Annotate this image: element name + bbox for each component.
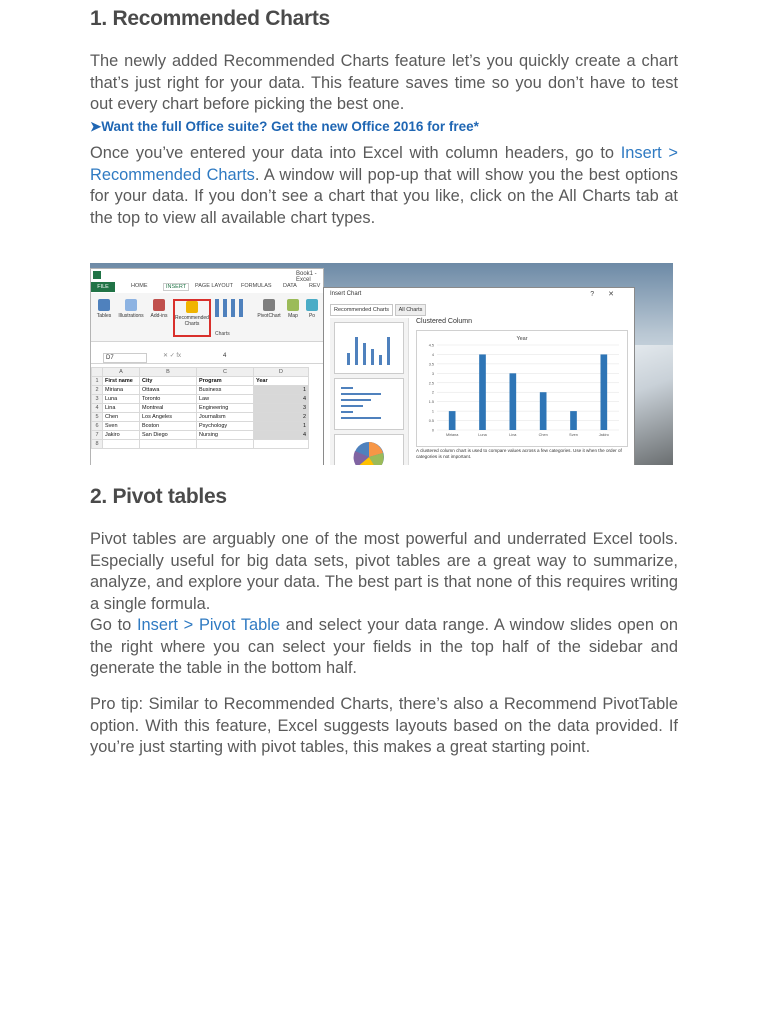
ribbon-tab-formulas[interactable]: FORMULAS	[241, 283, 272, 289]
table-cell[interactable]: 4	[254, 395, 309, 404]
excel-icon	[93, 271, 101, 279]
pie-chart-thumb-icon	[335, 435, 403, 465]
formula-input[interactable]: 4	[223, 353, 227, 359]
table-cell[interactable]: Nursing	[197, 431, 254, 440]
paragraph-pivot-intro: Pivot tables are arguably one of the most powerful and underrated Excel tools. Especially useful for big data sets, pivot tables are a great way to summarize, analyze, and explore your data. The best part is that none of this requires writing a single formula.	[90, 530, 678, 613]
thumbnail-pie-chart[interactable]	[334, 434, 404, 465]
bar	[449, 411, 456, 430]
header-cell[interactable]: First name	[103, 377, 140, 386]
y-tick-label: 2.5	[428, 381, 434, 386]
clustered-column-chart	[417, 331, 627, 446]
table-cell[interactable]: Jakiro	[103, 431, 140, 440]
illustrations-icon	[125, 299, 137, 311]
text-fragment: . A window will pop-up that will show you the best options for your data. If you don’t see a chart that you like, click on the All Charts tab at the top to view all available chart types.	[90, 165, 678, 227]
column-chart-thumb-icon	[335, 323, 403, 373]
table-cell[interactable]: Luna	[103, 395, 140, 404]
bar	[540, 392, 547, 430]
corner-cell[interactable]	[92, 368, 103, 377]
table-cell[interactable]	[103, 440, 140, 449]
dialog-tabs	[330, 304, 426, 316]
ribbon-tab-insert[interactable]: INSERT	[163, 283, 189, 291]
table-cell[interactable]	[197, 440, 254, 449]
column-header[interactable]: A	[103, 368, 140, 377]
table-row	[92, 422, 309, 431]
table-row	[92, 395, 309, 404]
table-cell[interactable]: Chen	[103, 413, 140, 422]
chart-title: Year	[516, 336, 528, 342]
table-cell[interactable]: 1	[254, 422, 309, 431]
table-cell[interactable]: Sven	[103, 422, 140, 431]
table-cell[interactable]: Business	[197, 386, 254, 395]
insert-pivot-table-link[interactable]: Insert > Pivot Table	[136, 616, 281, 634]
recommended-charts-button[interactable]	[175, 301, 209, 327]
bar	[570, 411, 577, 430]
thumbnail-bar-chart[interactable]	[334, 378, 404, 430]
text-fragment: and select your data range. A window slides open on the right where you can select your fields in the top half of the sidebar and generate the table in the bottom half.	[90, 616, 678, 677]
fx-icon: ✕ ✓ fx	[163, 353, 182, 359]
name-box[interactable]: D7	[103, 353, 147, 363]
table-icon	[98, 299, 110, 311]
recommended-thumbnails	[330, 318, 409, 465]
illustrations-label: Illustrations	[118, 313, 144, 319]
table-cell[interactable]: Engineering	[197, 404, 254, 413]
close-icon[interactable]: ✕	[608, 291, 628, 298]
y-tick-label: 4	[431, 352, 434, 357]
y-tick-label: 3.5	[428, 362, 434, 367]
table-cell[interactable]: 2	[254, 413, 309, 422]
bar	[600, 354, 607, 430]
x-tick-label: Sven	[569, 433, 578, 437]
table-cell[interactable]: San Diego	[140, 431, 197, 440]
pivotchart-icon	[263, 299, 275, 311]
table-cell[interactable]	[254, 440, 309, 449]
column-headers	[92, 368, 309, 377]
table-row	[92, 386, 309, 395]
section-heading-pivot-tables: 2. Pivot tables	[90, 485, 227, 508]
y-tick-label: 1	[431, 409, 434, 414]
table-cell[interactable]: Montreal	[140, 404, 197, 413]
column-header[interactable]: C	[197, 368, 254, 377]
row-header[interactable]: 5	[92, 413, 103, 422]
tables-label: Tables	[96, 313, 112, 319]
map-button[interactable]	[285, 299, 301, 319]
table-row	[92, 431, 309, 440]
map-icon	[287, 299, 299, 311]
addins-icon	[153, 299, 165, 311]
y-tick-label: 0.5	[428, 419, 434, 424]
table-row	[92, 413, 309, 422]
table-cell[interactable]: Lina	[103, 404, 140, 413]
pivotchart-button[interactable]	[257, 299, 281, 319]
table-row	[92, 440, 309, 449]
table-cell[interactable]: Ottawa	[140, 386, 197, 395]
row-header[interactable]: 4	[92, 404, 103, 413]
worksheet-table[interactable]	[91, 367, 309, 449]
power-button[interactable]	[305, 299, 319, 319]
y-tick-label: 4.5	[428, 343, 434, 348]
header-cell[interactable]: Year	[254, 377, 309, 386]
power-label: Po	[308, 313, 316, 319]
preview-chart-area	[416, 330, 628, 447]
column-header[interactable]: B	[140, 368, 197, 377]
tables-button[interactable]	[95, 299, 113, 319]
table-cell[interactable]: 4	[254, 431, 309, 440]
ribbon-tabs	[91, 282, 323, 292]
paragraph-pivot-howto	[90, 615, 678, 680]
ribbon	[91, 293, 323, 342]
insert-chart-dialog	[323, 287, 635, 465]
power-icon	[306, 299, 318, 311]
table-cell[interactable]: Los Angeles	[140, 413, 197, 422]
text-fragment: Go to	[90, 616, 137, 634]
tab-recommended-charts[interactable]: Recommended Charts	[330, 304, 393, 316]
excel-titlebar	[91, 269, 323, 281]
y-tick-label: 0	[431, 428, 434, 433]
table-cell[interactable]: Psychology	[197, 422, 254, 431]
y-tick-label: 2	[431, 390, 434, 395]
row-header[interactable]: 8	[92, 440, 103, 449]
header-cell[interactable]: Program	[197, 377, 254, 386]
worksheet-grid[interactable]	[91, 367, 323, 449]
thumbnail-column-chart[interactable]	[334, 322, 404, 374]
table-cell[interactable]: 3	[254, 404, 309, 413]
table-cell[interactable]	[140, 440, 197, 449]
excel-screenshot-image	[90, 263, 673, 465]
office-promo-link[interactable]: ➤Want the full Office suite? Get the new Office 2016 for free*	[90, 119, 479, 134]
header-cell[interactable]: City	[140, 377, 197, 386]
dialog-title: Insert Chart	[330, 291, 362, 297]
addins-button[interactable]	[149, 299, 169, 319]
x-tick-label: Miriana	[445, 433, 459, 437]
column-header[interactable]: D	[254, 368, 309, 377]
bar-chart-icon	[215, 299, 245, 317]
paragraph-recommended-charts-howto	[90, 143, 678, 229]
insert-recommended-charts-link[interactable]: Insert > Recommended Charts	[90, 144, 678, 184]
text-fragment: Once you’ve entered your data into Excel with column headers, go to	[90, 144, 621, 162]
recommended-charts-label: Recommended Charts	[175, 315, 209, 327]
excel-title: Book1 - Excel	[296, 271, 317, 283]
charts-group-label: Charts	[215, 331, 230, 337]
excel-window	[90, 268, 324, 465]
bar	[509, 373, 516, 430]
paragraph-recommended-charts-intro: The newly added Recommended Charts feature let’s you quickly create a chart that’s just right for your data. This feature saves time so you don’t have to test out every chart before picking the best one.	[90, 52, 678, 113]
table-row	[92, 404, 309, 413]
dialog-window-controls	[590, 290, 628, 298]
bar	[479, 354, 486, 430]
x-tick-label: Jakiro	[598, 433, 609, 437]
formula-bar	[91, 351, 323, 364]
chart-icon	[186, 301, 198, 313]
table-row	[92, 377, 309, 386]
y-tick-label: 3	[431, 371, 434, 376]
y-tick-label: 1.5	[428, 400, 434, 405]
x-tick-label: Chen	[538, 433, 548, 437]
section-heading-recommended-charts: 1. Recommended Charts	[90, 7, 330, 30]
ribbon-tab-review[interactable]: REV	[309, 283, 321, 289]
row-header[interactable]: 6	[92, 422, 103, 431]
ribbon-tab-home[interactable]: HOME	[131, 283, 148, 289]
table-cell[interactable]: Miriana	[103, 386, 140, 395]
x-tick-label: Lina	[509, 433, 517, 437]
x-tick-label: Luna	[478, 433, 487, 437]
addins-label: Add-ins	[150, 313, 168, 319]
help-icon[interactable]: ?	[590, 291, 609, 298]
chart-preview-panel	[416, 318, 626, 464]
ribbon-tab-data[interactable]: DATA	[283, 283, 297, 289]
row-header[interactable]: 2	[92, 386, 103, 395]
row-header[interactable]: 1	[92, 377, 103, 386]
ribbon-tab-page-layout[interactable]: PAGE LAYOUT	[195, 283, 234, 289]
table-cell[interactable]: Toronto	[140, 395, 197, 404]
row-header[interactable]: 3	[92, 395, 103, 404]
table-cell[interactable]: Law	[197, 395, 254, 404]
chart-type-icons[interactable]	[215, 299, 245, 319]
row-header[interactable]: 7	[92, 431, 103, 440]
preview-description: A clustered column chart is used to compare values across a few categories. Use it when the order of categories is not important.	[416, 448, 622, 459]
bar-chart-thumb-icon	[335, 379, 403, 429]
table-cell[interactable]: Boston	[140, 422, 197, 431]
ribbon-tab-file[interactable]: FILE	[91, 282, 115, 292]
tab-all-charts[interactable]: All Charts	[395, 304, 427, 316]
paragraph-pro-tip: Pro tip: Similar to Recommended Charts, there’s also a Recommend PivotTable option. With this feature, Excel suggests layouts based on the data provided. If you’re just starting with pivot tables, this makes a great starting point.	[90, 695, 678, 756]
table-cell[interactable]: Journalism	[197, 413, 254, 422]
table-cell[interactable]: 1	[254, 386, 309, 395]
preview-chart-type-label: Clustered Column	[416, 318, 473, 325]
pivotchart-label: PivotChart	[257, 313, 281, 319]
illustrations-button[interactable]	[117, 299, 145, 319]
map-label: Map	[288, 313, 298, 319]
